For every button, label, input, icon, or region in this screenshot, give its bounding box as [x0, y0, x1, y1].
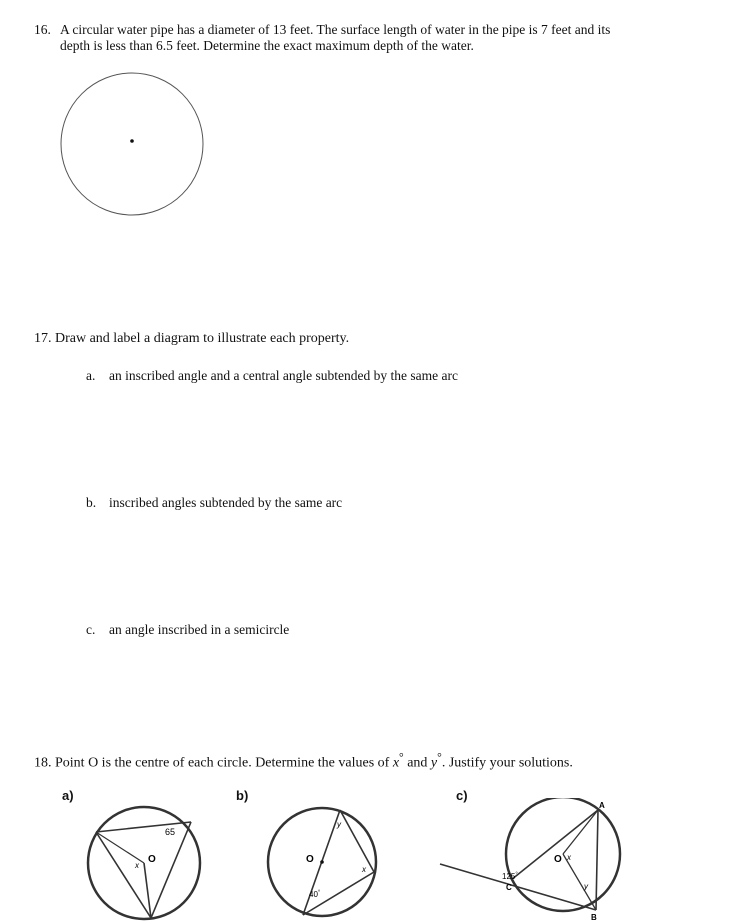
question-17-item-a [86, 368, 458, 384]
degree-sign: ° [399, 751, 404, 764]
pipe-circle-figure [56, 72, 208, 218]
angle-x-label: x [135, 861, 139, 870]
pipe-circle [61, 73, 203, 215]
radius-line-2 [96, 832, 144, 863]
center-dot [320, 860, 324, 864]
point-c-label: C [506, 883, 512, 892]
degree-sign: ° [437, 751, 442, 764]
question-16-number: 16. [34, 22, 51, 37]
point-b-label: B [591, 913, 597, 922]
y-variable: y [430, 755, 438, 771]
center-o-label: O [148, 854, 156, 865]
angle-y-label: y [337, 820, 341, 829]
item-label: a. [86, 368, 96, 383]
center-o-label: O [306, 854, 314, 865]
angle-y-label: y [584, 882, 588, 891]
question-16-text-1: A circular water pipe has a diameter of 13 feet. The surface length of water in the pipe is 7 feet and its [60, 22, 611, 37]
pipe-center-dot [130, 139, 134, 143]
item-text: an inscribed angle and a central angle subtended by the same arc [109, 368, 458, 383]
question-16-line-1 [34, 22, 684, 38]
angle-40-label: 40° [309, 890, 321, 899]
figure-b-diagram [262, 804, 384, 920]
question-17-item-b [86, 495, 342, 511]
question-18-text-end: . Justify your solutions. [441, 755, 573, 771]
chord-left-bottom [96, 832, 151, 918]
angle-125-label: 125° [502, 872, 518, 881]
item-text: inscribed angles subtended by the same arc [109, 495, 343, 510]
point-a-label: A [599, 801, 605, 810]
question-18-text-mid: and [403, 755, 431, 771]
question-18-text-start: 18. Point O is the centre of each circle. Determine the values of [34, 755, 393, 771]
question-17-item-c [86, 622, 289, 638]
figure-a-label: a) [62, 788, 74, 803]
chord-left-top [96, 822, 191, 832]
question-17-title: 17. Draw and label a diagram to illustrate each property. [34, 331, 350, 346]
chord-c-a [511, 810, 598, 880]
question-16 [34, 22, 684, 54]
item-label: c. [86, 622, 96, 637]
figure-c-diagram [428, 798, 628, 922]
angle-x-label: x [362, 865, 366, 874]
angle-x-label: x [567, 853, 571, 862]
angle-65-label: 65 [165, 827, 176, 837]
question-18-title [34, 751, 573, 772]
chord-a-b [596, 810, 598, 910]
item-text: an angle inscribed in a semicircle [109, 622, 290, 637]
center-o-label: O [554, 854, 562, 865]
radius-o-a [563, 810, 598, 854]
figure-b-label: b) [236, 788, 249, 803]
item-label: b. [86, 495, 97, 510]
x-variable: x [392, 755, 400, 771]
figure-a-diagram [84, 804, 206, 922]
question-16-text-2: depth is less than 6.5 feet. Determine the exact maximum depth of the water. [60, 38, 474, 53]
figure-c-label: c) [456, 788, 468, 803]
